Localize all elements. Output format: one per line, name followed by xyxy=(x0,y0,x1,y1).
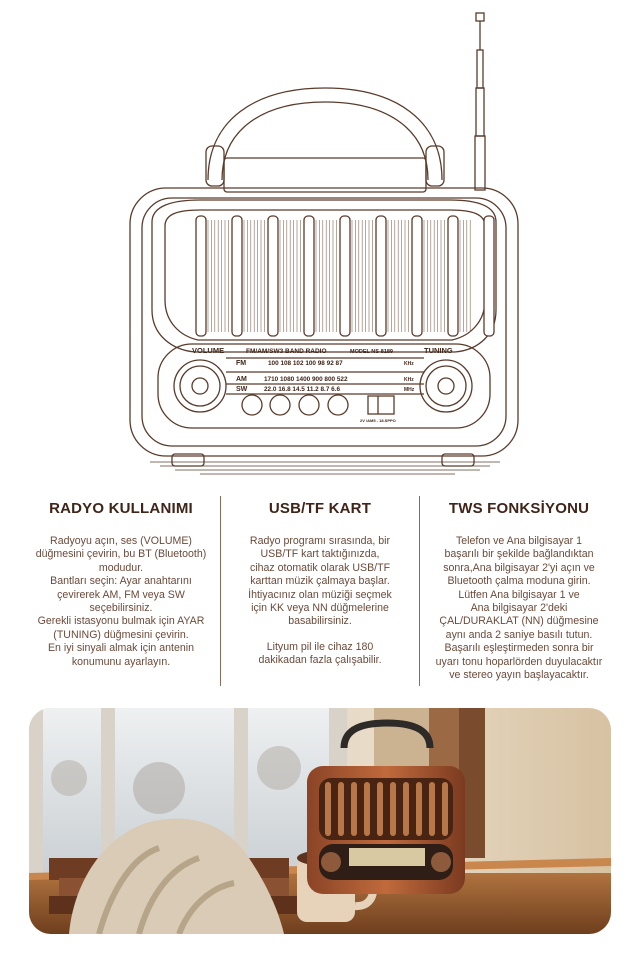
handle-icon xyxy=(206,88,444,192)
mode-button-icon xyxy=(242,395,262,415)
photo-grille-bar xyxy=(390,782,396,836)
grille-bar xyxy=(412,216,422,336)
fm-label: FM xyxy=(236,360,247,367)
section-title: RADYO KULLANIMI xyxy=(49,500,193,517)
section-text: Radyoyu açın, ses (VOLUME) düğmesini çevirin, bu BT (Bluetooth) modudur. Bantları seçin: Ayar anahtarını çevirerek AM, FM veya SW seçebilirsiniz. Gerekli istasyonu bulmak için AYAR (TUNING) düğmesini çevirin. En iyi sinyali almak için antenin konumunu ayarlayın. xyxy=(35,535,207,668)
tuning-label: TUNING xyxy=(424,346,453,355)
grille-bar xyxy=(376,216,386,336)
section-radio-usage xyxy=(22,496,220,686)
fm-scale: 100 108 102 100 98 92 87 xyxy=(268,360,343,367)
grille-bar xyxy=(484,216,494,336)
grille-bar xyxy=(340,216,350,336)
section-tws xyxy=(420,496,618,686)
volume-label: VOLUME xyxy=(192,346,225,355)
next-button-icon xyxy=(328,395,348,415)
photo-grille-bar xyxy=(364,782,370,836)
section-text: Telefon ve Ana bilgisayar 1 başarılı bir şekilde bağlandıktan sonra,Ana bilgisayar 2'yi açın ve Bluetooth çalma moduna girin. Lütfen Ana bilgisayar 1 ve Ana bilgisayar 2'deki ÇAL/DURAKLAT (NN) düğmesine aynı anda 2 saniye basılı tutun. Başarılı eşleştirmeden sonra bir uyarı tonu hoparlörden duyulacaktır ve stereo yayın başlayacaktır. xyxy=(435,535,603,682)
photo-grille-bar xyxy=(351,782,357,836)
grille-bar xyxy=(232,216,242,336)
am-label: AM xyxy=(236,376,247,383)
section-text: Lityum pil ile cihaz 180 dakikadan fazla çalışabilir. xyxy=(258,640,382,667)
photo-grille-bar xyxy=(416,782,422,836)
photo-grille-bar xyxy=(403,782,409,836)
volume-knob-icon xyxy=(174,360,226,412)
photo-grille-bar xyxy=(429,782,435,836)
model-label: MODEL NS-8189 xyxy=(350,349,393,355)
model-line-label: FM/AM/SW3 BAND RADIO xyxy=(246,348,327,355)
grille-bar xyxy=(304,216,314,336)
am-scale: 1710 1080 1400 900 800 522 xyxy=(264,376,348,383)
play-pause-button-icon xyxy=(299,395,319,415)
photo-grille-bar xyxy=(377,782,383,836)
prev-button-icon xyxy=(270,395,290,415)
grille-bar xyxy=(196,216,206,336)
band-switch-icon xyxy=(368,396,394,414)
photo-grille-bar xyxy=(338,782,344,836)
grille-bar xyxy=(268,216,278,336)
fm-unit: KHz xyxy=(404,361,414,367)
antenna-icon xyxy=(475,13,485,190)
switch-label: 2V /AM5 - 18.SPPO xyxy=(360,418,396,423)
section-usb-tf xyxy=(220,496,420,686)
photo-grille-bar xyxy=(442,782,448,836)
speaker-grille xyxy=(196,216,494,336)
sw-scale: 22.0 16.8 14.5 11.2 8.7 6.6 xyxy=(264,386,341,393)
section-text: Radyo programı sırasında, bir USB/TF kart taktığınızda, cihaz otomatik olarak USB/TF karttan müzik çalmaya başlar. İhtiyacınız olan müziği seçmek için KK veya NN düğmelerine basabilirsiniz. xyxy=(248,535,392,628)
section-title: USB/TF KART xyxy=(268,500,372,517)
section-title: TWS FONKSİYONU xyxy=(448,500,590,517)
sw-label: SW xyxy=(236,386,248,393)
grille-bar xyxy=(448,216,458,336)
am-unit: KHz xyxy=(404,377,414,383)
tuning-knob-icon xyxy=(420,360,472,412)
sw-unit: MHz xyxy=(404,387,415,393)
lifestyle-photo xyxy=(29,708,611,934)
photo-grille-bar xyxy=(325,782,331,836)
info-columns xyxy=(22,496,618,686)
